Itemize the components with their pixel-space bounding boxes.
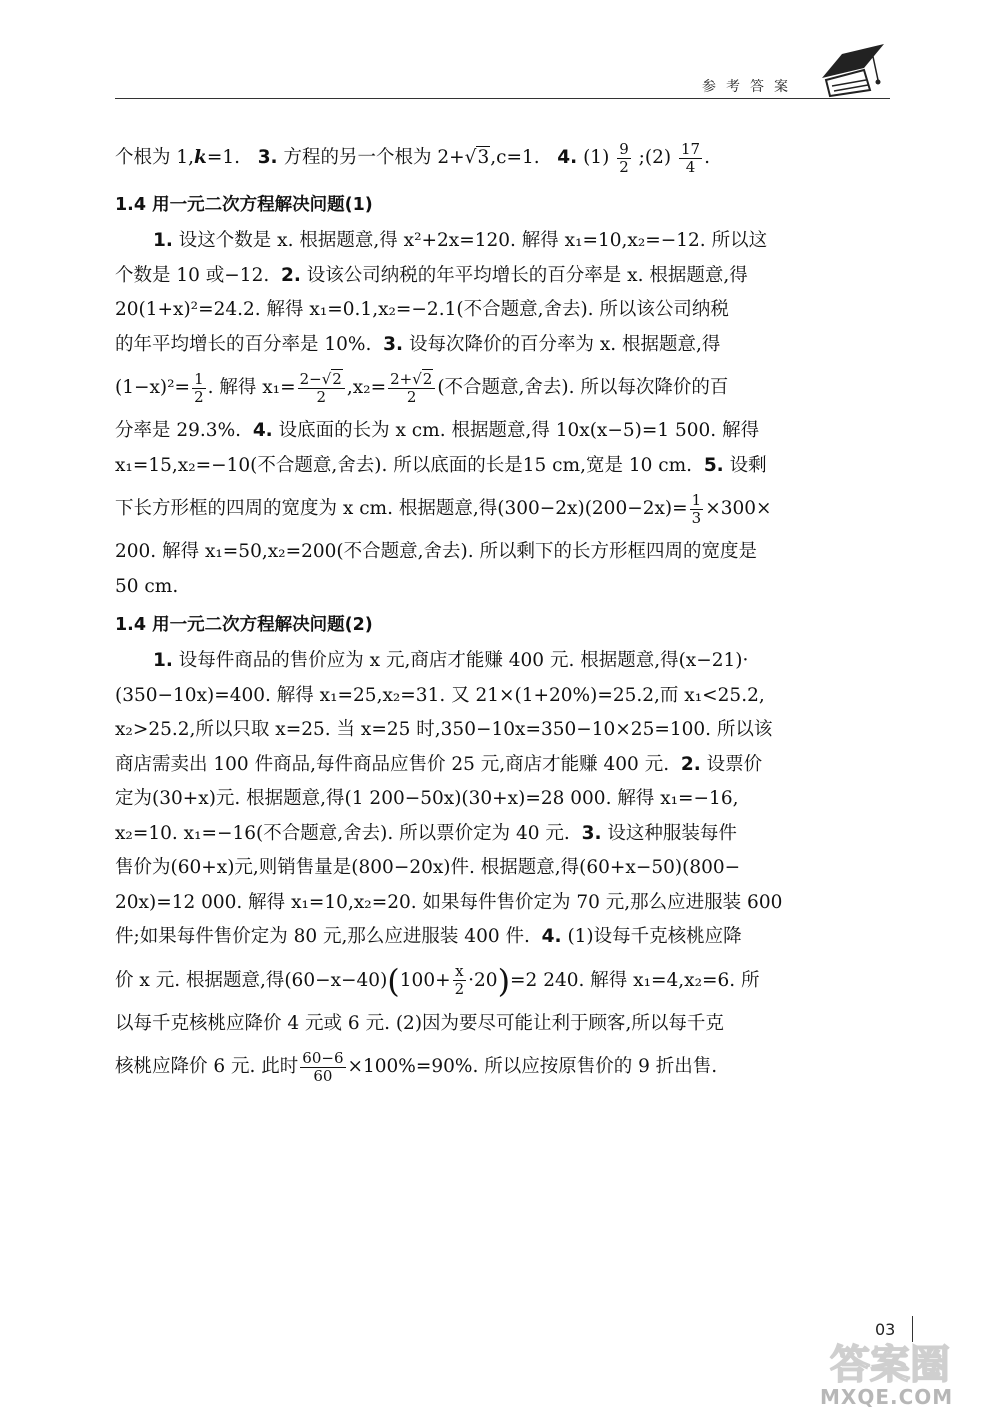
denominator: 2 <box>298 388 345 406</box>
item-number: 5. <box>703 454 724 476</box>
text-line: x₂>25.2,所以只取 x=25. 当 x=25 时,350−10x=350−10×25=100. 所以该 <box>115 719 773 740</box>
denominator: 2 <box>194 387 204 406</box>
header-title: 参考答案 <box>702 79 798 95</box>
text: ;(2) <box>638 147 672 168</box>
numerator <box>298 371 345 388</box>
text: 设该公司纳税的年平均增长的百分率是 x. 根据题意,得 <box>306 264 748 286</box>
denominator: 2 <box>388 388 435 406</box>
numerator: 9 <box>619 139 629 158</box>
text: 设这种服装每件 <box>607 822 737 844</box>
item-number: 4. <box>252 420 273 441</box>
numerator: 1 <box>691 490 702 509</box>
item-number: 2. <box>281 264 301 286</box>
item-number: 4. <box>541 926 562 947</box>
item-number: 3. <box>581 822 602 844</box>
text: 核桃应降价 6 元. 此时 <box>115 1056 299 1077</box>
denominator: 2 <box>454 980 465 998</box>
text: 设剩 <box>729 454 767 476</box>
fraction <box>690 492 704 527</box>
item-number: 3. <box>257 147 278 168</box>
paren: ) <box>497 961 511 1000</box>
page-number: 03 <box>875 1320 896 1339</box>
text: (1) <box>583 147 610 168</box>
text-line: (350−10x)=400. 解得 x₁=25,x₂=31. 又 21×(1+20%)=25.2,而 x₁<25.2, <box>115 684 765 706</box>
text: 设每件商品的售价应为 x 元,商店才能赚 400 元. 根据题意,得(x−21)· <box>178 650 749 671</box>
watermark-url: MXQE.COM <box>820 1385 954 1409</box>
text: k <box>194 147 207 168</box>
text: 2+ <box>390 369 413 388</box>
fraction <box>679 141 702 176</box>
text-line <box>115 449 890 484</box>
text: (不合题意,舍去). 所以每次降价的百 <box>437 377 729 398</box>
text: . 解得 x₁= <box>207 377 296 398</box>
fraction <box>300 1050 345 1085</box>
text: 下长方形框的四周的宽度为 x cm. 根据题意,得(300−2x)(200−2x)= <box>115 498 688 519</box>
radicand: 3 <box>477 147 490 168</box>
text: ,x₂= <box>346 377 387 398</box>
text: ×100%=90%. 所以应按原售价的 9 折出售. <box>347 1056 718 1077</box>
item-number: 1. <box>153 230 173 251</box>
page-header <box>115 40 890 100</box>
fraction <box>388 371 435 406</box>
text: ×300× <box>705 498 772 519</box>
text-line: 200. 解得 x₁=50,x₂=200(不合题意,舍去). 所以剩下的长方形框四周的宽度是 <box>115 541 757 562</box>
text: ,c=1. <box>490 147 540 168</box>
text-line <box>115 362 890 414</box>
denominator: 3 <box>691 508 702 527</box>
fraction <box>617 141 631 176</box>
text-line: 以每千克核桃应降价 4 元或 6 元. (2)因为要尽可能让利于顾客,所以每千克 <box>115 1012 724 1034</box>
fraction <box>298 371 345 406</box>
sqrt: √3 <box>464 147 490 168</box>
item-number: 2. <box>680 753 701 775</box>
fraction <box>453 963 467 998</box>
text-line <box>115 955 890 1007</box>
text: 设票价 <box>706 753 763 775</box>
text-line <box>115 259 890 294</box>
numerator: x <box>455 962 464 980</box>
text-line <box>115 920 890 955</box>
text: x₂=10. x₁=−16(不合题意,舍去). 所以票价定为 40 元. <box>115 822 570 844</box>
numerator <box>388 371 435 388</box>
paren: ( <box>387 961 400 1000</box>
sqrt: √2 <box>412 369 433 388</box>
text: ·20 <box>468 969 498 991</box>
sqrt: √2 <box>321 369 342 388</box>
item-number: 4. <box>557 147 578 168</box>
text-line <box>115 483 890 535</box>
text-line <box>115 328 890 363</box>
text-line: 售价为(60+x)元,则销售量是(800−20x)件. 根据题意,得(60+x−50)(800− <box>115 857 741 878</box>
radicand: 2 <box>332 369 342 388</box>
graduation-cap-icon <box>812 40 890 98</box>
fraction <box>192 371 206 406</box>
text: x₁=15,x₂=−10(不合题意,舍去). 所以底面的长是15 cm,宽是 10 cm. <box>115 454 693 476</box>
section-heading: 1.4 用一元二次方程解决问题(2) <box>115 615 373 635</box>
text: 设每次降价的百分率为 x. 根据题意,得 <box>408 333 721 355</box>
numerator: 17 <box>680 139 701 158</box>
text-line <box>115 1041 890 1093</box>
text: =1. <box>206 147 241 168</box>
text-line <box>115 644 890 679</box>
text: 件;如果每件售价定为 80 元,那么应进服装 400 件. <box>115 926 530 947</box>
text: 设底面的长为 x cm. 根据题意,得 10x(x−5)=1 500. 解得 <box>278 420 760 441</box>
text-line: 20(1+x)²=24.2. 解得 x₁=0.1,x₂=−2.1(不合题意,舍去). 所以该公司纳税 <box>115 299 729 320</box>
text: 价 x 元. 根据题意,得(60−x−40) <box>115 969 388 991</box>
text: . <box>704 147 710 168</box>
item-number: 1. <box>153 650 173 671</box>
text: 的年平均增长的百分率是 10%. <box>115 333 372 355</box>
item-number: 3. <box>383 333 404 355</box>
text-line: 50 cm. <box>115 575 179 597</box>
text-line <box>115 748 890 783</box>
text: 个根为 1, <box>115 147 195 168</box>
numerator: 60−6 <box>302 1048 344 1067</box>
text: 100+ <box>399 969 451 991</box>
radicand: 2 <box>422 369 433 388</box>
text: 2− <box>299 369 322 388</box>
text: 个数是 10 或−12. <box>115 264 270 286</box>
text-line <box>115 817 890 852</box>
text: 商店需卖出 100 件商品,每件商品应售价 25 元,商店才能赚 400 元. <box>115 753 670 775</box>
answer-content <box>115 132 890 1093</box>
svg-text:答案圈: 答案圈 <box>830 1342 950 1388</box>
text: (1)设每千克核桃应降 <box>567 926 742 947</box>
numerator: 1 <box>194 369 204 388</box>
text: 设这个数是 x. 根据题意,得 x²+2x=120. 解得 x₁=10,x₂=−12. 所以这 <box>178 230 768 251</box>
header-rule <box>115 98 890 99</box>
text-line: 定为(30+x)元. 根据题意,得(1 200−50x)(30+x)=28 000. 解得 x₁=−16, <box>115 788 739 809</box>
text-line: 20x)=12 000. 解得 x₁=10,x₂=20. 如果每件售价定为 70 元,那么应进服装 600 <box>115 891 783 913</box>
text: 分率是 29.3%. <box>115 420 242 441</box>
text-line <box>115 224 890 259</box>
intro-line <box>115 132 890 184</box>
denominator: 4 <box>679 158 702 176</box>
text: 方程的另一个根为 2+ <box>283 147 465 168</box>
section-heading: 1.4 用一元二次方程解决问题(1) <box>115 195 373 215</box>
denominator: 2 <box>619 157 629 176</box>
text: (1−x)²= <box>115 377 191 398</box>
text-line <box>115 414 890 449</box>
text: =2 240. 解得 x₁=4,x₂=6. 所 <box>510 969 760 991</box>
denominator: 60 <box>300 1067 345 1085</box>
